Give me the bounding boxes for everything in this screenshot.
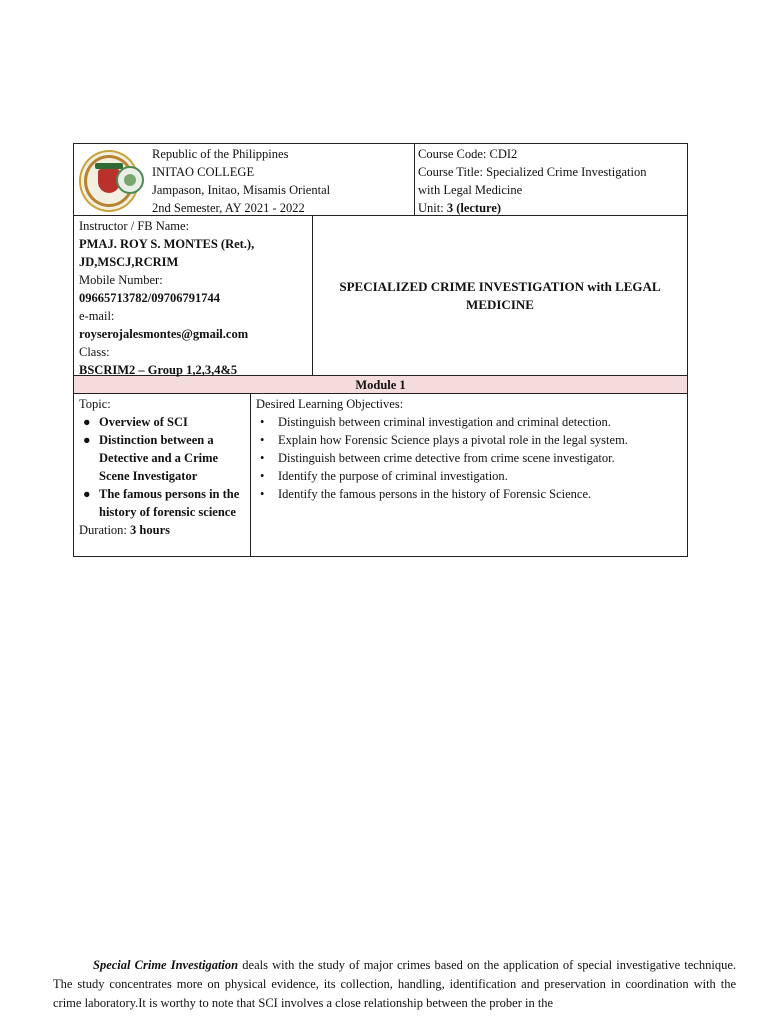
objectives-label: Desired Learning Objectives: — [256, 397, 404, 411]
objective-item: • Explain how Forensic Science plays a pivotal role in the legal system. — [260, 433, 628, 447]
objective-item: • Distinguish between criminal investigation and criminal detection. — [260, 415, 611, 429]
college-address: Jampason, Initao, Misamis Oriental — [152, 183, 331, 197]
objective-item: • Identify the famous persons in the history of Forensic Science. — [260, 487, 592, 501]
instructor-name-line2: JD,MSCJ,RCRIM — [79, 255, 179, 269]
duration-line — [79, 521, 245, 539]
header-row — [73, 143, 688, 216]
instructor-label: Instructor / FB Name: — [79, 219, 190, 233]
instructor-row — [73, 216, 688, 376]
mobile-label: Mobile Number: — [79, 273, 163, 287]
module-document — [73, 143, 688, 557]
course-title-line2: with Legal Medicine — [418, 183, 523, 197]
topic-item: ● Distinction between a Detective and a Crime Scene Investigator — [83, 433, 219, 483]
republic-line: Republic of the Philippines — [152, 147, 289, 161]
mobile-number: 09665713782/09706791744 — [79, 291, 220, 305]
body-paragraph — [53, 956, 736, 1013]
module-title: Module 1 — [355, 377, 406, 392]
topic-item: ● The famous persons in the history of forensic science — [83, 487, 240, 519]
objectives-cell — [251, 394, 687, 556]
course-code: Course Code: CDI2 — [418, 147, 518, 161]
topic-row — [73, 394, 688, 557]
unit-line — [418, 199, 684, 217]
topic-item: ● Overview of SCI — [83, 415, 188, 429]
duration-value: 3 hours — [130, 523, 170, 537]
class-label: Class: — [79, 345, 110, 359]
email-address: royserojalesmontes@gmail.com — [79, 327, 249, 341]
unit-value: 3 (lecture) — [446, 201, 502, 215]
instructor-name-line1: PMAJ. ROY S. MONTES (Ret.), — [79, 237, 255, 251]
topic-list — [79, 413, 245, 521]
topic-label: Topic: — [79, 397, 111, 411]
course-info-cell — [415, 144, 687, 215]
objective-item: • Identify the purpose of criminal investigation. — [260, 469, 508, 483]
body-text: deals with the study of major crimes based on the application of special investigative technique. The study concentrates more on physical evidence, its collection, handling, identification and preservation in coordination with the crime laboratory.It is worthy to note that SCI involves a close relationship between the prober in the — [53, 957, 736, 1010]
college-logos — [74, 144, 151, 215]
college-name: INITAO COLLEGE — [152, 165, 255, 179]
email-label: e-mail: — [79, 309, 115, 323]
instructor-cell — [74, 216, 313, 375]
topic-cell — [74, 394, 251, 556]
body-lead-italic: Special Crime Investigation — [93, 957, 239, 972]
duration-label: Duration: — [79, 523, 131, 537]
subject-title: SPECIALIZED CRIME INVESTIGATION with LEGAL MEDICINE — [339, 278, 661, 312]
class-value: BSCRIM2 – Group 1,2,3,4&5 — [79, 363, 238, 377]
unit-label: Unit: — [418, 201, 447, 215]
school-info-cell — [74, 144, 415, 215]
objectives-list — [256, 413, 682, 503]
objective-item: • Distinguish between crime detective from crime scene investigator. — [260, 451, 615, 465]
semester-line: 2nd Semester, AY 2021 - 2022 — [152, 201, 305, 215]
department-seal-icon — [116, 166, 144, 194]
course-title-line1: Course Title: Specialized Crime Investigation — [418, 165, 647, 179]
